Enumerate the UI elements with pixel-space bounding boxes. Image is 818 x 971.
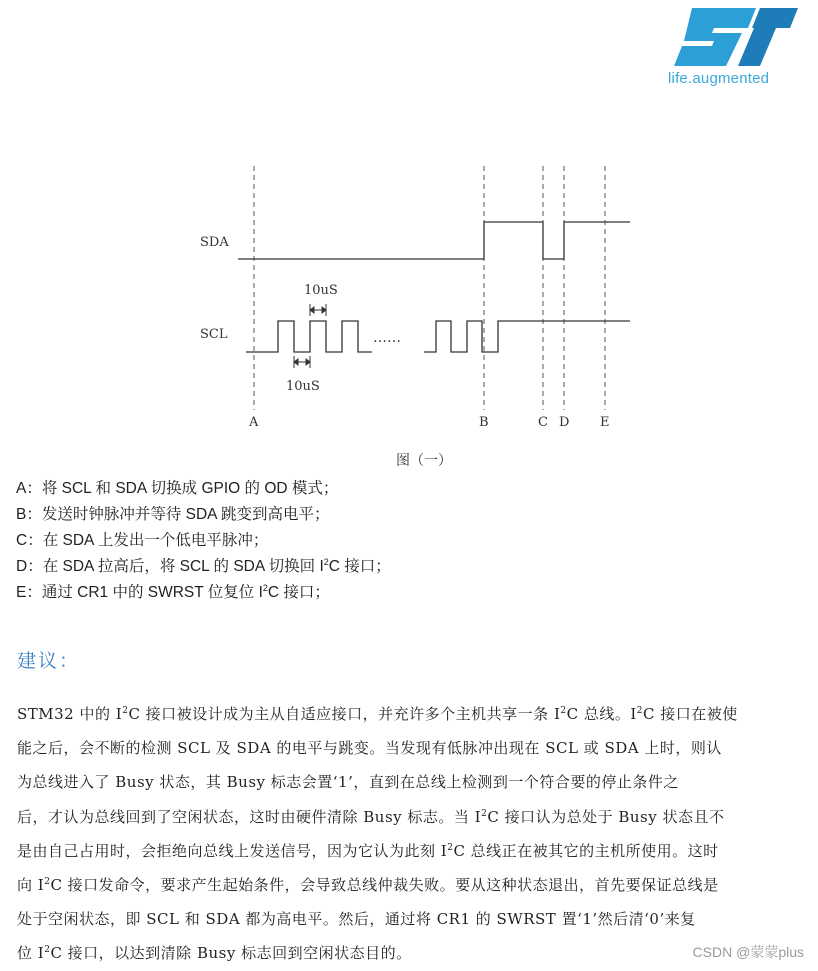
scl-label: SCL <box>200 327 228 342</box>
step-e: E：通过 CR1 中的 SWRST 位复位 $I^2C$ 接口； <box>16 583 330 601</box>
paragraph-line: STM32 中的 $I^2C$ 接口被设计成为主从自适应接口，并充许多个主机共享一条 $I^2C$ 总线。$I^2C$ 接口在被使 <box>17 705 738 723</box>
paragraph-line: 向 $I^2C$ 接口发命令，要求产生起始条件，会导致总线仲裁失败。要从这种状态退出，首先要保证总线是 <box>17 876 719 895</box>
suggestion-heading: 建议： <box>17 650 81 672</box>
paragraph-line: 后，才认为总线回到了空闲状态，这时由硬件清除 Busy 标志。当 $I^2C$ 接口认为总处于 Busy 状态且不 <box>17 807 725 826</box>
step-c: C：在 SDA 上发出一个低电平脉冲； <box>16 532 269 549</box>
marker-label-e: E <box>600 415 610 430</box>
figure-caption: 图（一） <box>396 453 452 469</box>
step-d: D：在 SDA 拉高后，将 SCL 的 SDA 切换回 $I^2C$ 接口； <box>16 557 391 575</box>
marker-label-a: A <box>249 415 259 430</box>
paragraph-line: 能之后，会不断的检测 SCL 及 SDA 的电平与跳变。当发现有低脉冲出现在 SCL 或 SDA 上时，则认 <box>17 739 722 758</box>
scl-waveform-left <box>246 321 372 352</box>
step-list <box>16 476 806 606</box>
csdn-watermark: CSDN @蒙蒙plus <box>692 944 804 960</box>
logo-tagline: life.augmented <box>668 70 770 87</box>
paragraph-line: 是由自己占用时，会拒绝向总线上发送信号，因为它认为此刻 $I^2C$ 总线正在被其它的主机所使用。这时 <box>17 841 719 860</box>
step-a: A：将 SCL 和 SDA 切换成 GPIO 的 OD 模式； <box>16 480 339 497</box>
step-b: B：发送时钟脉冲并等待 SDA 跳变到高电平； <box>16 506 330 523</box>
pulse-width-label-top: 10uS <box>304 283 338 298</box>
timing-diagram <box>196 160 646 480</box>
marker-label-c: C <box>538 415 548 430</box>
pulse-width-label-bottom: 10uS <box>286 379 320 394</box>
marker-label-d: D <box>559 415 570 430</box>
paragraph-line: 位 $I^2C$ 接口，以达到清除 Busy 标志回到空闲状态目的。 <box>17 944 412 963</box>
paragraph-line: 为总线进入了 Busy 状态，其 Busy 标志会置‘1’，直到在总线上检测到一个符合要的停止条件之 <box>17 773 679 792</box>
sda-label: SDA <box>200 235 229 250</box>
marker-label-b: B <box>479 415 489 430</box>
ellipsis: …… <box>373 330 401 346</box>
sda-waveform <box>238 222 630 259</box>
scl-waveform-right <box>424 321 630 352</box>
suggestion-paragraph <box>17 697 803 971</box>
paragraph-line: 处于空闲状态，即 SCL 和 SDA 都为高电平。然后，通过将 CR1 的 SWRST 置‘1’然后清‘0’来复 <box>17 910 696 929</box>
